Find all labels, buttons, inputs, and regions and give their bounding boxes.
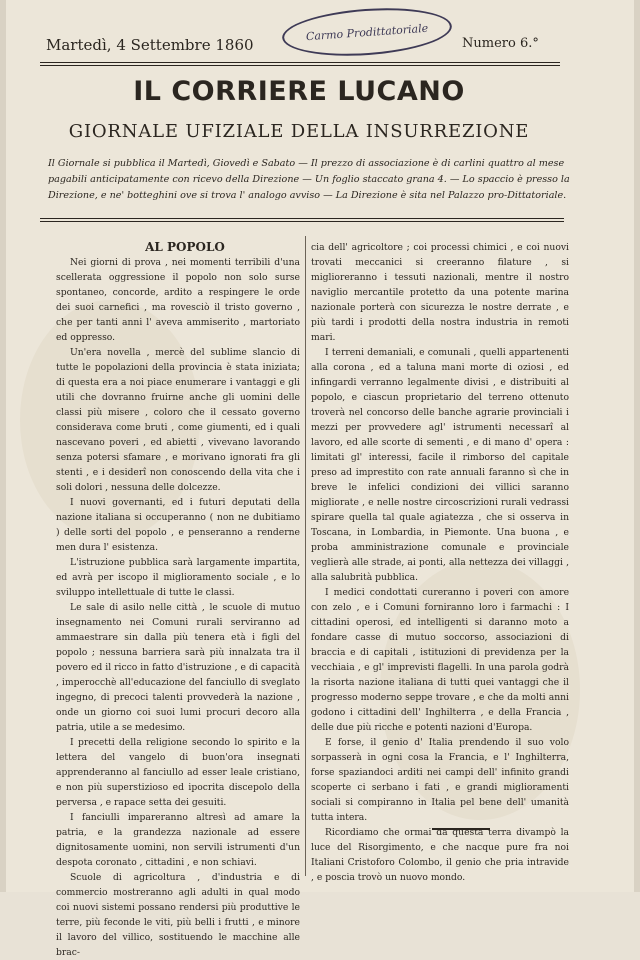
article-paragraph: Ricordiamo che ormai da questa terra divampò la luce del Risorgimento, e che nacque pure fra noi Italiani Cristoforo Colombo, il genio che pria intravide , e poscia trovò un nuovo mondo. [311, 827, 569, 883]
article-paragraph: L'istruzione pubblica sarà largamente impartita, ed avrà per iscopo il miglioramento sociale , e lo sviluppo intellettuale di tutte le classi. [56, 557, 300, 598]
article-paragraph: I fanciulli impareranno altresì ad amare la patria, e la grandezza nazionale ad essere dignitosamente uomini, non servili istrumenti d'un despota coronato , cittadini , e non schiavi. [56, 812, 300, 868]
notice-rule [40, 218, 564, 219]
stamp-text: Carmo Prodittatoriale [305, 21, 429, 43]
article-paragraph: I medici condottati cureranno i poveri con amore con zelo , e i Comuni forniranno loro i farmachi : I cittadini operosi, ed intelligenti si daranno moto a fondare casse di mutuo soccorso, associazioni di braccia e di capitali , istituzioni di previdenza per la vecchiaia , e gl' imprevisti flagelli. In una parola godrà la risorta nazione italiana di tutti quei vantaggi che il progresso moderno seppe trovare , e che da molti anni godono i cittadini dell' Inghilterra , e della Francia , delle due più ricche e potenti nazioni d'Europa. [311, 587, 569, 733]
article-paragraph: I precetti della religione secondo lo spirito e la lettera del vangelo di buon'ora insegnati apprenderanno al fanciullo ad esser leale cristiano, e non più superstizioso ed ipocrita discepolo della perversa , e rapace setta dei gesuiti. [56, 737, 300, 808]
ownership-stamp [281, 3, 454, 61]
newspaper-title: IL CORRIERE LUCANO [133, 76, 465, 107]
notice-rule [40, 221, 564, 222]
article-column-left [56, 240, 300, 960]
article-paragraph: I terreni demaniali, e comunali , quelli appartenenti alla corona , ed a taluna mani morte di oziosi , ed infingardi verranno legalmente divisi , e distribuiti al popolo, e ciascun proprietario del terreno ottenuto troverà nel concorso delle banche agrarie provinciali i mezzi per provvedere agl' istrumenti necessarî al lavoro, ed alle scorte di sementi , e di mano d' opera : limitati gl' interessi, facile il rimborso del capitale preso ad imprestito con rate annuali faranno sì che in breve le infelici condizioni dei villici saranno migliorate , e nelle nostre circoscrizioni rurali vedrassi spirare quella tal quale agiatezza , che si osserva in Toscana, in Lombardia, in Piemonte. Una buona , e proba amministrazione comunale e provinciale veglierà alle strade, ai ponti, alla nettezza dei villaggi , alla salubrità pubblica. [311, 347, 569, 583]
article-end-mark [432, 828, 490, 830]
article-paragraph: cia dell' agricoltore ; coi processi chimici , e coi nuovi trovati meccanici si creeranno filature , si miglioreranno i tessuti nazionali, mentre il nostro naviglio mercantile protetto da una potente marina nazionale porterà con sicurezza le nostre derrate , e più tardi i prodotti della nostra industria in remoti mari. [311, 242, 569, 343]
article-heading: AL POPOLO [145, 240, 225, 254]
header-rule [40, 65, 560, 66]
article-paragraph: Nei giorni di prova , nei momenti terribili d'una scellerata oggressione il popolo non solo surse spontaneo, concorde, ardito a respingere le orde dei suoi carnefici , ma rovesciò il tristo governo , che per tanti anni l' aveva ammiserito , martoriato ed oppresso. [56, 257, 300, 343]
newspaper-subtitle: GIORNALE UFIZIALE DELLA INSURREZIONE [68, 121, 530, 142]
subscription-notice: Il Giornale si pubblica il Martedì, Giovedì e Sabato — Il prezzo di associazione è di carlini quattro al mese pagabili anticipatamente con ricevo della Direzione — Un foglio staccato grana 4. — Lo spaccio è presso la Direzione, e ne' botteghini ove si trova l' analogo avviso — La Direzione è sita nel Palazzo pro-Dittatoriale. [48, 158, 570, 201]
article-column-right [311, 240, 569, 885]
header-rule [40, 62, 560, 63]
issue-date: Martedì, 4 Settembre 1860 [46, 36, 254, 54]
issue-number: Numero 6.° [462, 36, 539, 51]
article-paragraph: Le sale di asilo nelle città , le scuole di mutuo insegnamento nei Comuni rurali serviranno ad ammaestrare sin dalla più tenera età i figli del popolo ; nessuna barriera sarà più innalzata tra il povero ed il ricco in fatto d'istruzione , e di capacità , imperocchè all'educazione del fanciullo di sveglato ingegno, di precoci talenti provvederà la nazione , onde un giorno coi suoi lumi procuri decoro alla patria, utile a se medesimo. [56, 602, 300, 733]
column-divider [305, 236, 306, 876]
article-paragraph: Un'era novella , mercè del sublime slancio di tutte le popolazioni della provincia è stata iniziata; di questa era a noi piace enumerare i vantaggi e gli utili che dovranno fruirne anche gli uomini delle classi più misere , coloro che il cessato governo considerava come bruti , come giumenti, ed i quali nascevano poveri , ed abietti , vivevano lavorando senza potersi sfamare , e morivano ignorati fra gli stenti , e i desiderî non conoscendo della vita che i soli dolori , nessuna delle dolcezze. [56, 347, 300, 493]
article-paragraph: E forse, il genio d' Italia prendendo il suo volo sorpasserà in ogni cosa la Francia, e l' Inghilterra, forse spaziandoci arditi nei campi dell' infinito grandi scoperte ci serbano i fati , e grandi miglioramenti sociali si compiranno in Italia pel bene dell' umanità tutta intera. [311, 737, 569, 823]
article-paragraph: I nuovi governanti, ed i futuri deputati della nazione italiana si occuperanno ( non ne dubitiamo ) delle sorti del popolo , e penseranno a renderne men dura l' esistenza. [56, 497, 300, 553]
article-paragraph: Scuole di agricoltura , d'industria e di commercio mostreranno agli adulti in qual modo coi nuovi sistemi possano rendersi più produttive le terre, più feconde le viti, più belli i frutti , e minore il lavoro del villico, sostituendo le macchine alle brac- [56, 872, 300, 958]
page-edge-right [634, 0, 640, 892]
